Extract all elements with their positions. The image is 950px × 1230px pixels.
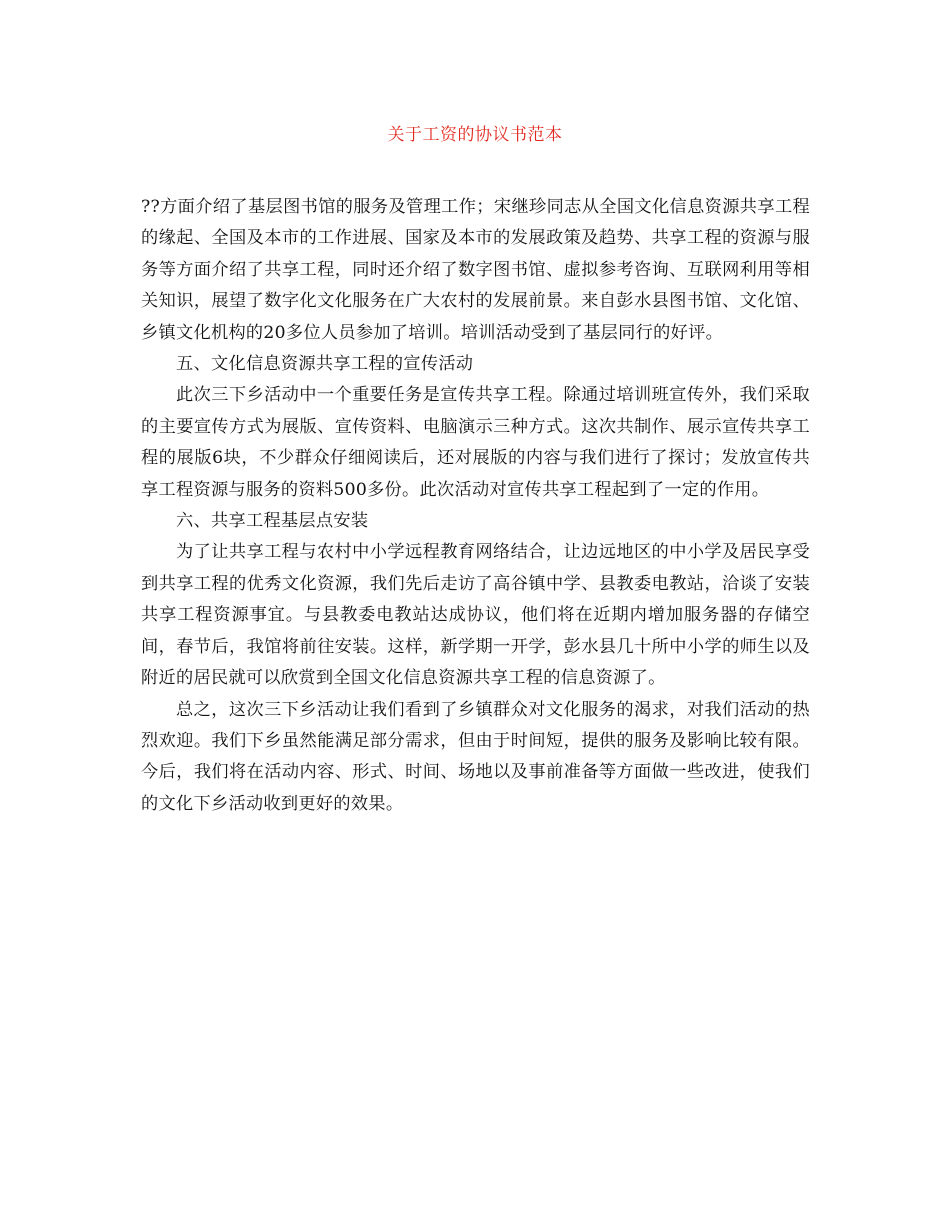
paragraph-conclusion: 总之，这次三下乡活动让我们看到了乡镇群众对文化服务的渴求，对我们活动的热烈欢迎。我们下乡虽然能满足部分需求，但由于时间短，提供的服务及影响比较有限。今后，我们将在活动内容、形式、时间、场地以及事前准备等方面做一些改进，使我们的文化下乡活动收到更好的效果。 xyxy=(141,699,810,814)
paragraph-installation: 为了让共享工程与农村中小学远程教育网络结合，让边远地区的中小学及居民享受到共享工程的优秀文化资源，我们先后走访了高谷镇中学、县教委电教站，洽谈了安装共享工程资源事宜。与县教委电教站达成协议，他们将在近期内增加服务器的存储空间，春节后，我馆将前往安装。这样，新学期一开学，彭水县几十所中小学的师生以及附近的居民就可以欣赏到全国文化信息资源共享工程的信息资源了。 xyxy=(141,542,810,689)
document-title: 关于工资的协议书范本 xyxy=(387,125,563,145)
paragraph-intro-continuation: ??方面介绍了基层图书馆的服务及管理工作；宋继珍同志从全国文化信息资源共享工程的缘起、全国及本市的工作进展、国家及本市的发展政策及趋势、共享工程的资源与服务等方面介绍了共享工程，同时还介绍了数字图书馆、虚拟参考咨询、互联网利用等相关知识，展望了数字化文化服务在广大农村的发展前景。来自彭水县图书馆、文化馆、乡镇文化机构的20多位人员参加了培训。培训活动受到了基层同行的好评。 xyxy=(141,197,810,343)
paragraph-publicity: 此次三下乡活动中一个重要任务是宣传共享工程。除通过培训班宣传外，我们采取的主要宣传方式为展版、宣传资料、电脑演示三种方式。这次共制作、展示宣传共享工程的展版6块，不少群众仔细阅读后，还对展版的内容与我们进行了探讨；发放宣传共享工程资源与服务的资料500多份。此次活动对宣传共享工程起到了一定的作用。 xyxy=(141,385,810,500)
section-heading-6: 六、共享工程基层点安装 xyxy=(176,511,369,532)
document-body xyxy=(141,192,810,820)
section-heading-5: 五、文化信息资源共享工程的宣传活动 xyxy=(176,354,474,375)
